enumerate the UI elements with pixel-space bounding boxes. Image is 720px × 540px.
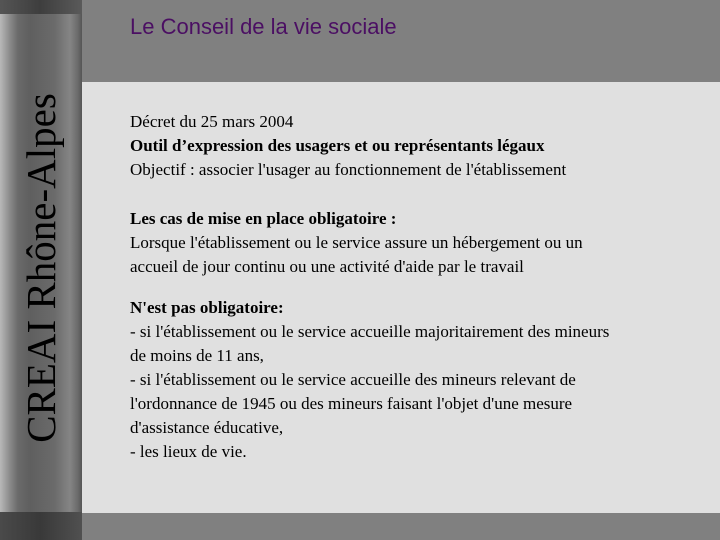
decree-objective: Objectif : associer l'usager au fonctionnement de l'établissement	[130, 160, 567, 179]
header-bar	[82, 0, 720, 82]
decree-date: Décret du 25 mars 2004	[130, 112, 294, 131]
mandatory-line: accueil de jour continu ou une activité d'aide par le travail	[130, 257, 524, 276]
not-mandatory-line: - si l'établissement ou le service accueille des mineurs relevant de	[130, 370, 576, 389]
side-title-container	[0, 0, 82, 540]
not-mandatory-line: - les lieux de vie.	[130, 442, 247, 461]
mandatory-line: Lorsque l'établissement ou le service assure un hébergement ou un	[130, 233, 583, 252]
not-mandatory-line: l'ordonnance de 1945 ou des mineurs faisant l'objet d'une mesure	[130, 394, 573, 413]
decree-tool: Outil d’expression des usagers et ou représentants légaux	[130, 136, 545, 155]
not-mandatory-line: de moins de 11 ans,	[130, 346, 264, 365]
not-mandatory-line: - si l'établissement ou le service accueille majoritairement des mineurs	[130, 322, 610, 341]
content-panel	[82, 82, 720, 513]
footer-strip	[82, 513, 720, 540]
not-mandatory-line: d'assistance éducative,	[130, 418, 284, 437]
slide-title: Le Conseil de la vie sociale	[130, 14, 397, 39]
side-title: CREAI Rhône-Alpes	[18, 93, 64, 443]
mandatory-heading: Les cas de mise en place obligatoire :	[130, 209, 397, 228]
mandatory-block	[130, 207, 715, 279]
not-mandatory-block	[130, 296, 715, 464]
not-mandatory-heading: N'est pas obligatoire:	[130, 298, 284, 317]
decree-block	[130, 110, 715, 182]
